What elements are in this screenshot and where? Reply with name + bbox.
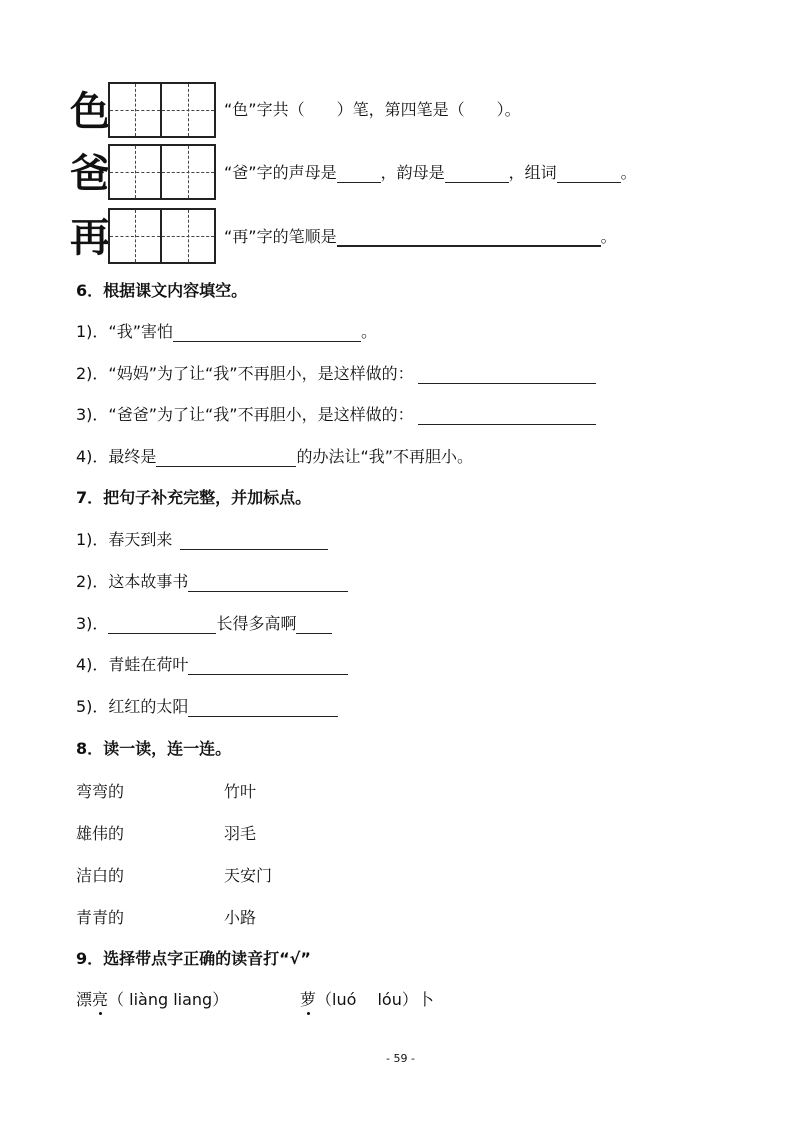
answer-blank[interactable] [337,229,601,247]
answer-blank[interactable] [296,617,332,634]
match-right-item[interactable]: 小路 [224,908,257,927]
dotted-char: 萝 [300,990,317,1009]
page-number: - 59 - [386,1052,415,1065]
answer-blank[interactable] [557,166,621,183]
match-left-item[interactable]: 弯弯的 [76,782,125,801]
answer-blank[interactable] [188,700,338,717]
pinyin-item: 漂亮（ liàng liang） [76,990,229,1009]
match-left-item[interactable]: 青青的 [76,908,125,927]
match-right-item[interactable]: 羽毛 [224,824,257,843]
q8-heading: 8．读一读，连一连。 [76,739,232,758]
q6-heading: 6．根据课文内容填空。 [76,281,248,300]
q6-item: 3)．“爸爸”为了让“我”不再胆小，是这样做的： [76,405,596,425]
pinyin-item: 萝（luó lóu）卜 [300,990,434,1009]
tianzige-grid[interactable] [108,144,216,200]
big-char: 再 [70,215,110,261]
q6-item: 1)．“我”害怕 。 [76,322,378,341]
dotted-char: 亮 [92,990,109,1009]
q7-item: 3)． 长得多高啊 [76,614,332,634]
q7-item: 1)．春天到来 [76,530,328,550]
match-right-item[interactable]: 竹叶 [224,782,257,801]
answer-blank[interactable] [188,575,348,592]
answer-blank[interactable] [156,450,296,467]
q9-heading: 9．选择带点字正确的读音打“√” [76,949,311,968]
big-char: 爸 [70,151,110,197]
match-left-item[interactable]: 洁白的 [76,866,125,885]
q7-item: 5)．红红的太阳 [76,697,338,717]
tianzige-grid[interactable] [108,208,216,264]
answer-blank[interactable] [173,325,361,342]
match-right-item[interactable]: 天安门 [224,866,273,885]
match-left-item[interactable]: 雄伟的 [76,824,125,843]
char-question-text: “色”字共（ ）笔，第四笔是（ ）。 [224,100,521,119]
tianzige-grid[interactable] [108,82,216,138]
q6-item: 2)．“妈妈”为了让“我”不再胆小，是这样做的： [76,364,596,384]
answer-blank[interactable] [445,166,509,183]
pinyin-options[interactable]: （ liàng liang） [108,990,229,1009]
answer-blank[interactable] [180,533,328,550]
q6-item: 4)．最终是 的办法让“我”不再胆小。 [76,447,474,466]
answer-blank[interactable] [337,166,381,183]
char-question-text: “再”字的笔顺是 。 [224,227,617,246]
q7-heading: 7．把句子补充完整，并加标点。 [76,488,312,507]
answer-blank[interactable] [418,408,596,425]
pinyin-options[interactable]: （luó lóu） [316,990,418,1009]
answer-blank[interactable] [188,658,348,675]
q7-item: 2)．这本故事书 [76,572,348,592]
answer-blank[interactable] [108,617,216,634]
big-char: 色 [70,89,110,135]
answer-blank[interactable] [418,367,596,384]
char-question-text: “爸”字的声母是 ，韵母是 ，组词 。 [224,163,637,182]
q7-item: 4)．青蛙在荷叶 [76,655,348,675]
